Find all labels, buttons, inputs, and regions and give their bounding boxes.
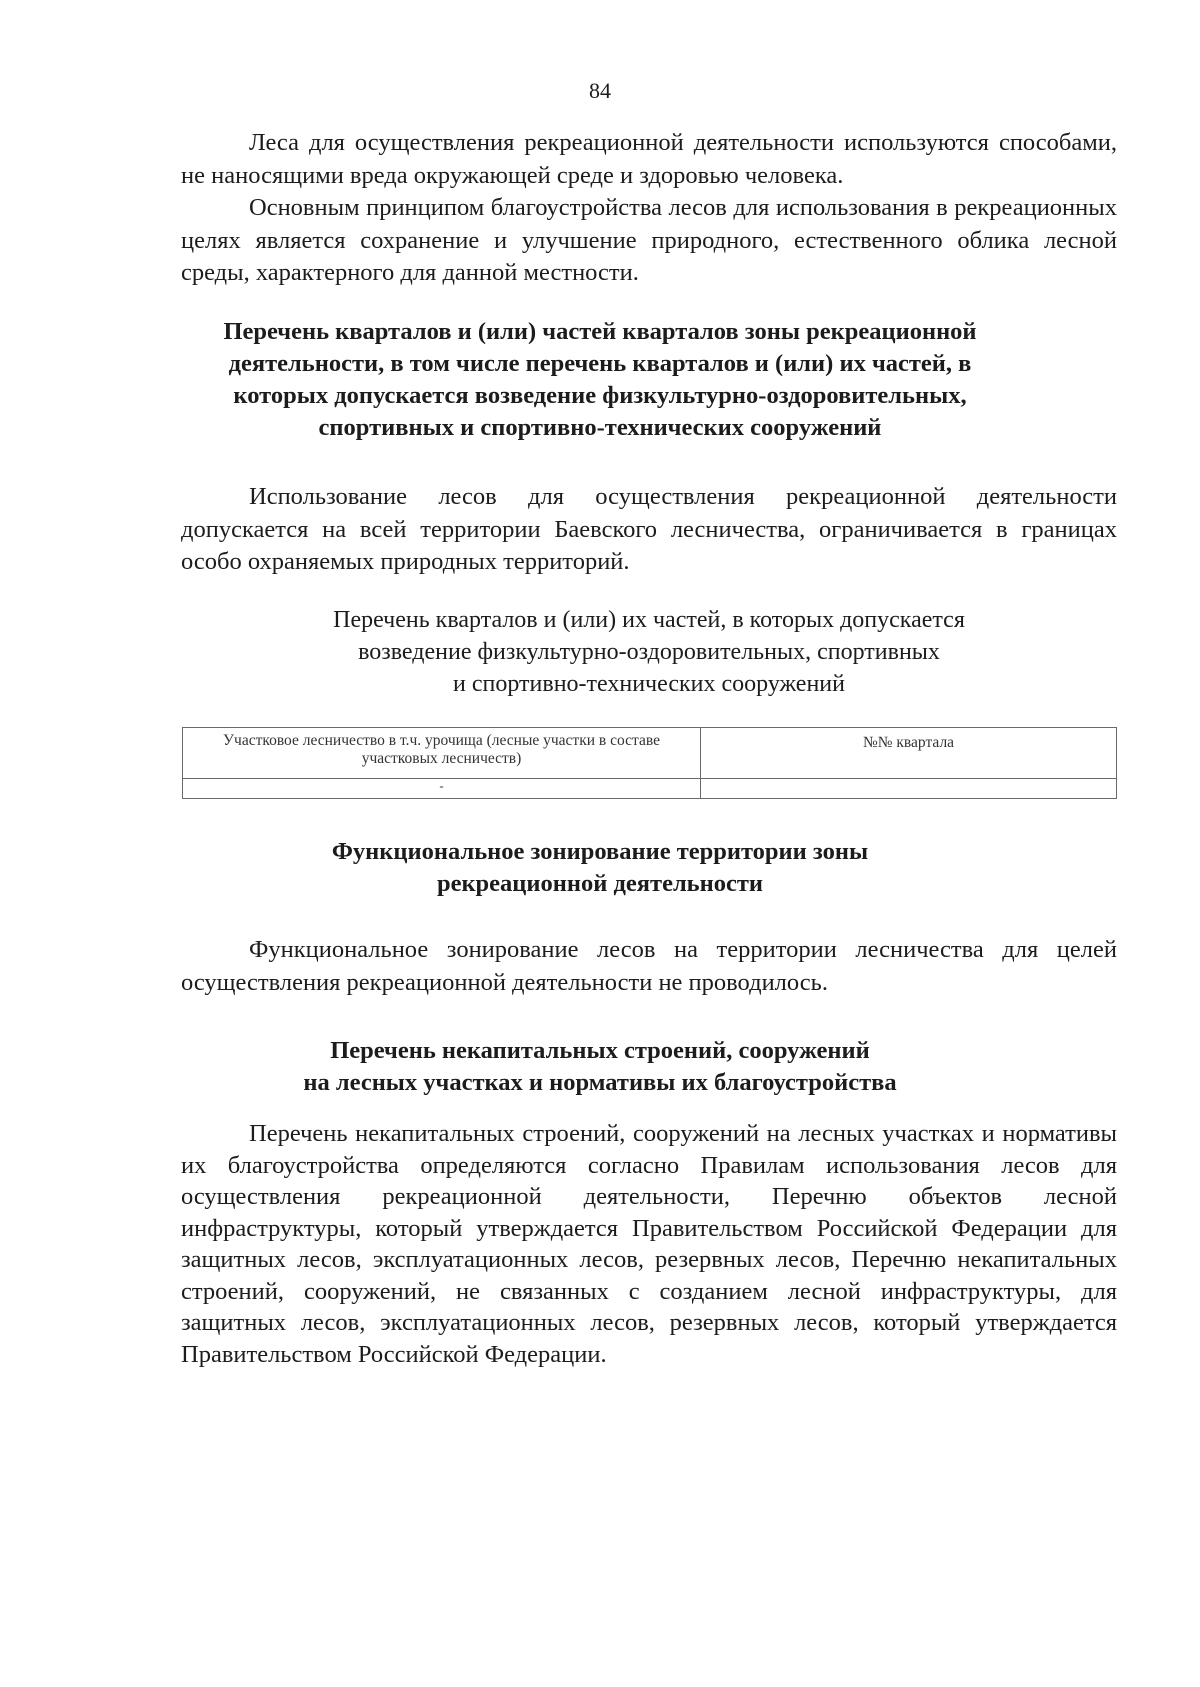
heading-line: Перечень некапитальных строений, сооружений [330, 1037, 870, 1064]
table-row [183, 779, 1117, 799]
table-cell-quarter-numbers [701, 779, 1117, 799]
heading-line: рекреационной деятельности [436, 870, 764, 897]
page-number: 84 [589, 78, 611, 103]
paragraph-functional-zoning: Функциональное зонирование лесов на территории лесничества для целей осуществления рекреационной деятельности не проводилось. [181, 936, 1117, 996]
heading-line: деятельности, в том числе перечень кварталов и (или) их частей, в [228, 350, 972, 377]
paragraph-forest-use-territory: Использование лесов для осуществления рекреационной деятельности допускается на всей территории Баевского лесничества, ограничивается в границах особо охраняемых природных территорий. [181, 483, 1117, 575]
heading-line: Функциональное зонирование территории зоны [331, 838, 869, 865]
heading-quarters-list [150, 316, 1050, 444]
heading-functional-zoning [150, 836, 1050, 900]
table-cell-forestry: - [183, 779, 701, 799]
table-header-forestry: Участковое лесничество в т.ч. урочища (лесные участки в составе участковых лесничеств) [183, 728, 701, 779]
paragraph-landscaping-principle: Основным принципом благоустройства лесов для использования в рекреационных целях является сохранение и улучшение природного, естественного облика лесной среды, характерного для данной местности. [181, 194, 1117, 286]
table-header-row [183, 728, 1117, 779]
caption-line: возведение физкультурно-оздоровительных, спортивных [358, 639, 940, 665]
heading-line: спортивных и спортивно-технических сооружений [318, 414, 882, 441]
quarters-table [182, 727, 1117, 799]
heading-line: Перечень кварталов и (или) частей кварталов зоны рекреационной [223, 318, 977, 345]
heading-line: которых допускается возведение физкультурно-оздоровительных, [233, 382, 967, 409]
caption-line: Перечень кварталов и (или) их частей, в которых допускается [333, 607, 965, 633]
heading-line: на лесных участках и нормативы их благоустройства [303, 1069, 897, 1096]
caption-line: и спортивно-технических сооружений [453, 671, 845, 697]
heading-non-capital-structures [150, 1035, 1050, 1099]
paragraph-recreation-methods: Леса для осуществления рекреационной деятельности используются способами, не наносящими вреда окружающей среде и здоровью человека. [181, 129, 1117, 189]
table-header-quarter-numbers: №№ квартала [701, 728, 1117, 779]
table-caption [181, 604, 1117, 700]
paragraph-non-capital-structures: Перечень некапитальных строений, сооружений на лесных участках и нормативы их благоустройства определяются согласно Правилам использования лесов для осуществления рекреационной деятельности, Перечню объектов лесной инфраструктуры, который утверждается Правительством Российской Федерации для защитных лесов, эксплуатационных лесов, резервных лесов, Перечню некапитальных строений, сооружений, не связанных с созданием лесной инфраструктуры, для защитных лесов, эксплуатационных лесов, резервных лесов, который утверждается Правительством Российской Федерации. [181, 1120, 1117, 1368]
